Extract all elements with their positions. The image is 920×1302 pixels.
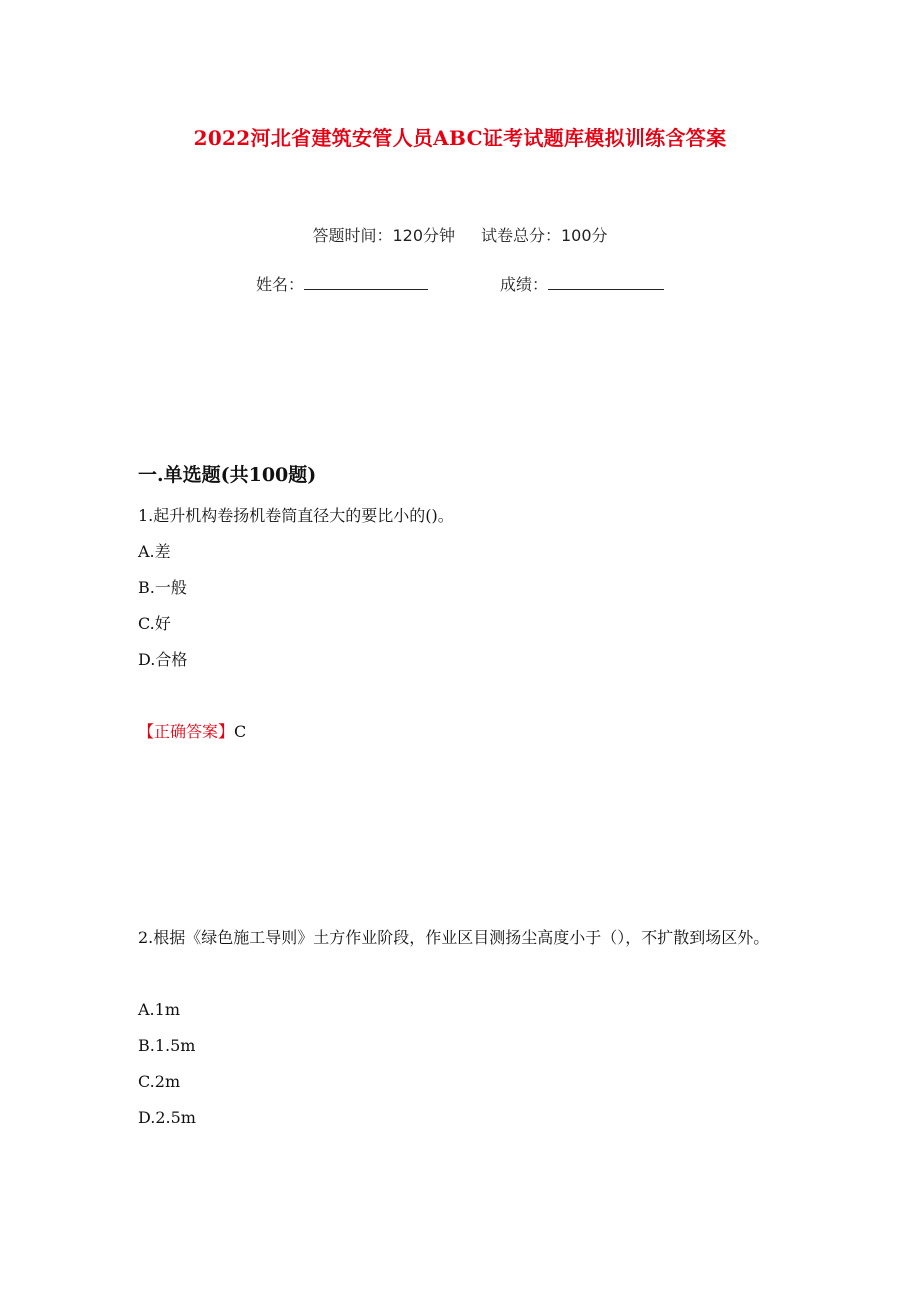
document-title: 2022河北省建筑安管人员ABC证考试题库模拟训练含答案 bbox=[193, 126, 727, 150]
question-1-option-d: D.合格 bbox=[138, 650, 188, 669]
question-2-option-d: D.2.5m bbox=[138, 1108, 196, 1127]
time-limit: 答题时间：120分钟 bbox=[312, 226, 455, 245]
exam-info-line bbox=[0, 223, 920, 246]
question-1-option-b: B.一般 bbox=[138, 578, 187, 597]
question-2-option-a: A.1m bbox=[138, 1000, 180, 1019]
question-1-option-a: A.差 bbox=[138, 542, 171, 561]
question-1-option-c: C.好 bbox=[138, 614, 171, 633]
answer-label: 【正确答案】 bbox=[138, 722, 235, 741]
name-label: 姓名： bbox=[255, 275, 304, 294]
grade-label: 成绩： bbox=[500, 275, 549, 294]
total-score: 试卷总分：100分 bbox=[481, 226, 608, 245]
name-blank bbox=[304, 275, 428, 290]
question-2-option-c: C.2m bbox=[138, 1072, 181, 1091]
question-1-answer bbox=[138, 714, 246, 750]
question-2-option-b: B.1.5m bbox=[138, 1036, 196, 1055]
section-heading: 一.单选题(共100题) bbox=[138, 464, 317, 486]
grade-blank bbox=[548, 275, 664, 290]
candidate-info-line bbox=[0, 272, 920, 295]
answer-value: C bbox=[234, 722, 247, 741]
question-1-stem: 1.起升机构卷扬机卷筒直径大的要比小的()。 bbox=[138, 506, 454, 525]
question-2-stem: 2.根据《绿色施工导则》土方作业阶段，作业区目测扬尘高度小于（），不扩散到场区外。 bbox=[138, 928, 770, 947]
